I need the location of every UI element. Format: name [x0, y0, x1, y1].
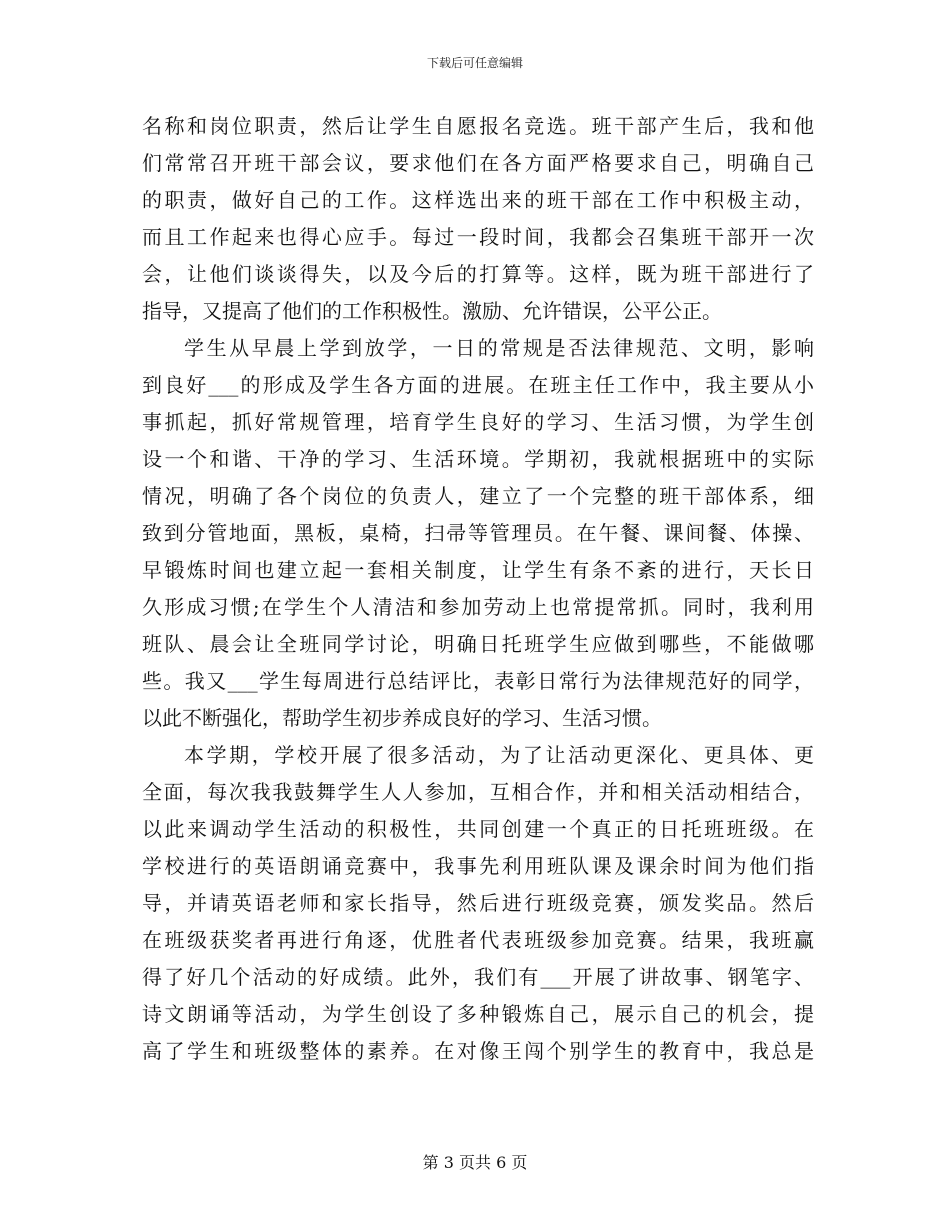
text-line: 得了好几个活动的好成绩。此外，我们有___开展了讲故事、钢笔字、 — [142, 965, 814, 989]
text-line: 名称和岗位职责，然后让学生自愿报名竞选。班干部产生后，我和他 — [142, 114, 814, 138]
text-line: 诗文朗诵等活动，为学生创设了多种锻炼自己，展示自己的机会，提 — [142, 1002, 814, 1026]
text-line: 设一个和谐、干净的学习、生活环境。学期初，我就根据班中的实际 — [142, 447, 814, 471]
text-line: 高了学生和班级整体的素养。在对像王闯个别学生的教育中，我总是 — [142, 1039, 814, 1063]
text-line: 早锻炼时间也建立起一套相关制度，让学生有条不紊的进行，天长日 — [142, 558, 814, 582]
text-line: 的职责，做好自己的工作。这样选出来的班干部在工作中积极主动， — [142, 188, 814, 212]
page-footer: 第 3 页共 6 页 — [422, 1153, 528, 1172]
text-line: 在班级获奖者再进行角逐，优胜者代表班级参加竞赛。结果，我班赢 — [142, 928, 814, 952]
text-line: 以此不断强化，帮助学生初步养成良好的学习、生活习惯。 — [142, 706, 662, 730]
text-line: 学校进行的英语朗诵竞赛中，我事先利用班队课及课余时间为他们指 — [142, 854, 814, 878]
text-line: 情况，明确了各个岗位的负责人，建立了一个完整的班干部体系，细 — [142, 484, 814, 508]
text-line: 指导，又提高了他们的工作积极性。激励、允许错误，公平公正。 — [142, 299, 722, 323]
paragraph-start-line: 本学期，学校开展了很多活动，为了让活动更深化、更具体、更 — [184, 743, 814, 767]
text-line: 全面，每次我我鼓舞学生人人参加，互相合作，并和相关活动相结合， — [142, 780, 814, 804]
text-line: 班队、晨会让全班同学讨论，明确日托班学生应做到哪些，不能做哪 — [142, 632, 814, 656]
text-line: 到良好___的形成及学生各方面的进展。在班主任工作中，我主要从小 — [142, 373, 814, 397]
text-line: 们常常召开班干部会议，要求他们在各方面严格要求自己，明确自己 — [142, 151, 814, 175]
text-line: 以此来调动学生活动的积极性，共同创建一个真正的日托班班级。在 — [142, 817, 814, 841]
text-line: 致到分管地面，黑板，桌椅，扫帚等管理员。在午餐、课间餐、体操、 — [142, 521, 814, 545]
page-header: 下载后可任意编辑 — [426, 56, 523, 70]
text-line: 事抓起，抓好常规管理，培育学生良好的学习、生活习惯，为学生创 — [142, 410, 814, 434]
paragraph-start-line: 学生从早晨上学到放学，一日的常规是否法律规范、文明，影响 — [184, 336, 814, 360]
text-line: 导，并请英语老师和家长指导，然后进行班级竞赛，颁发奖品。然后 — [142, 891, 814, 915]
text-line: 而且工作起来也得心应手。每过一段时间，我都会召集班干部开一次 — [142, 225, 814, 249]
text-line: 久形成习惯;在学生个人清洁和参加劳动上也常提常抓。同时，我利用 — [142, 595, 814, 619]
document-body — [142, 108, 814, 1070]
text-line: 会，让他们谈谈得失，以及今后的打算等。这样，既为班干部进行了 — [142, 262, 814, 286]
text-line: 些。我又___学生每周进行总结评比，表彰日常行为法律规范好的同学， — [142, 669, 814, 693]
